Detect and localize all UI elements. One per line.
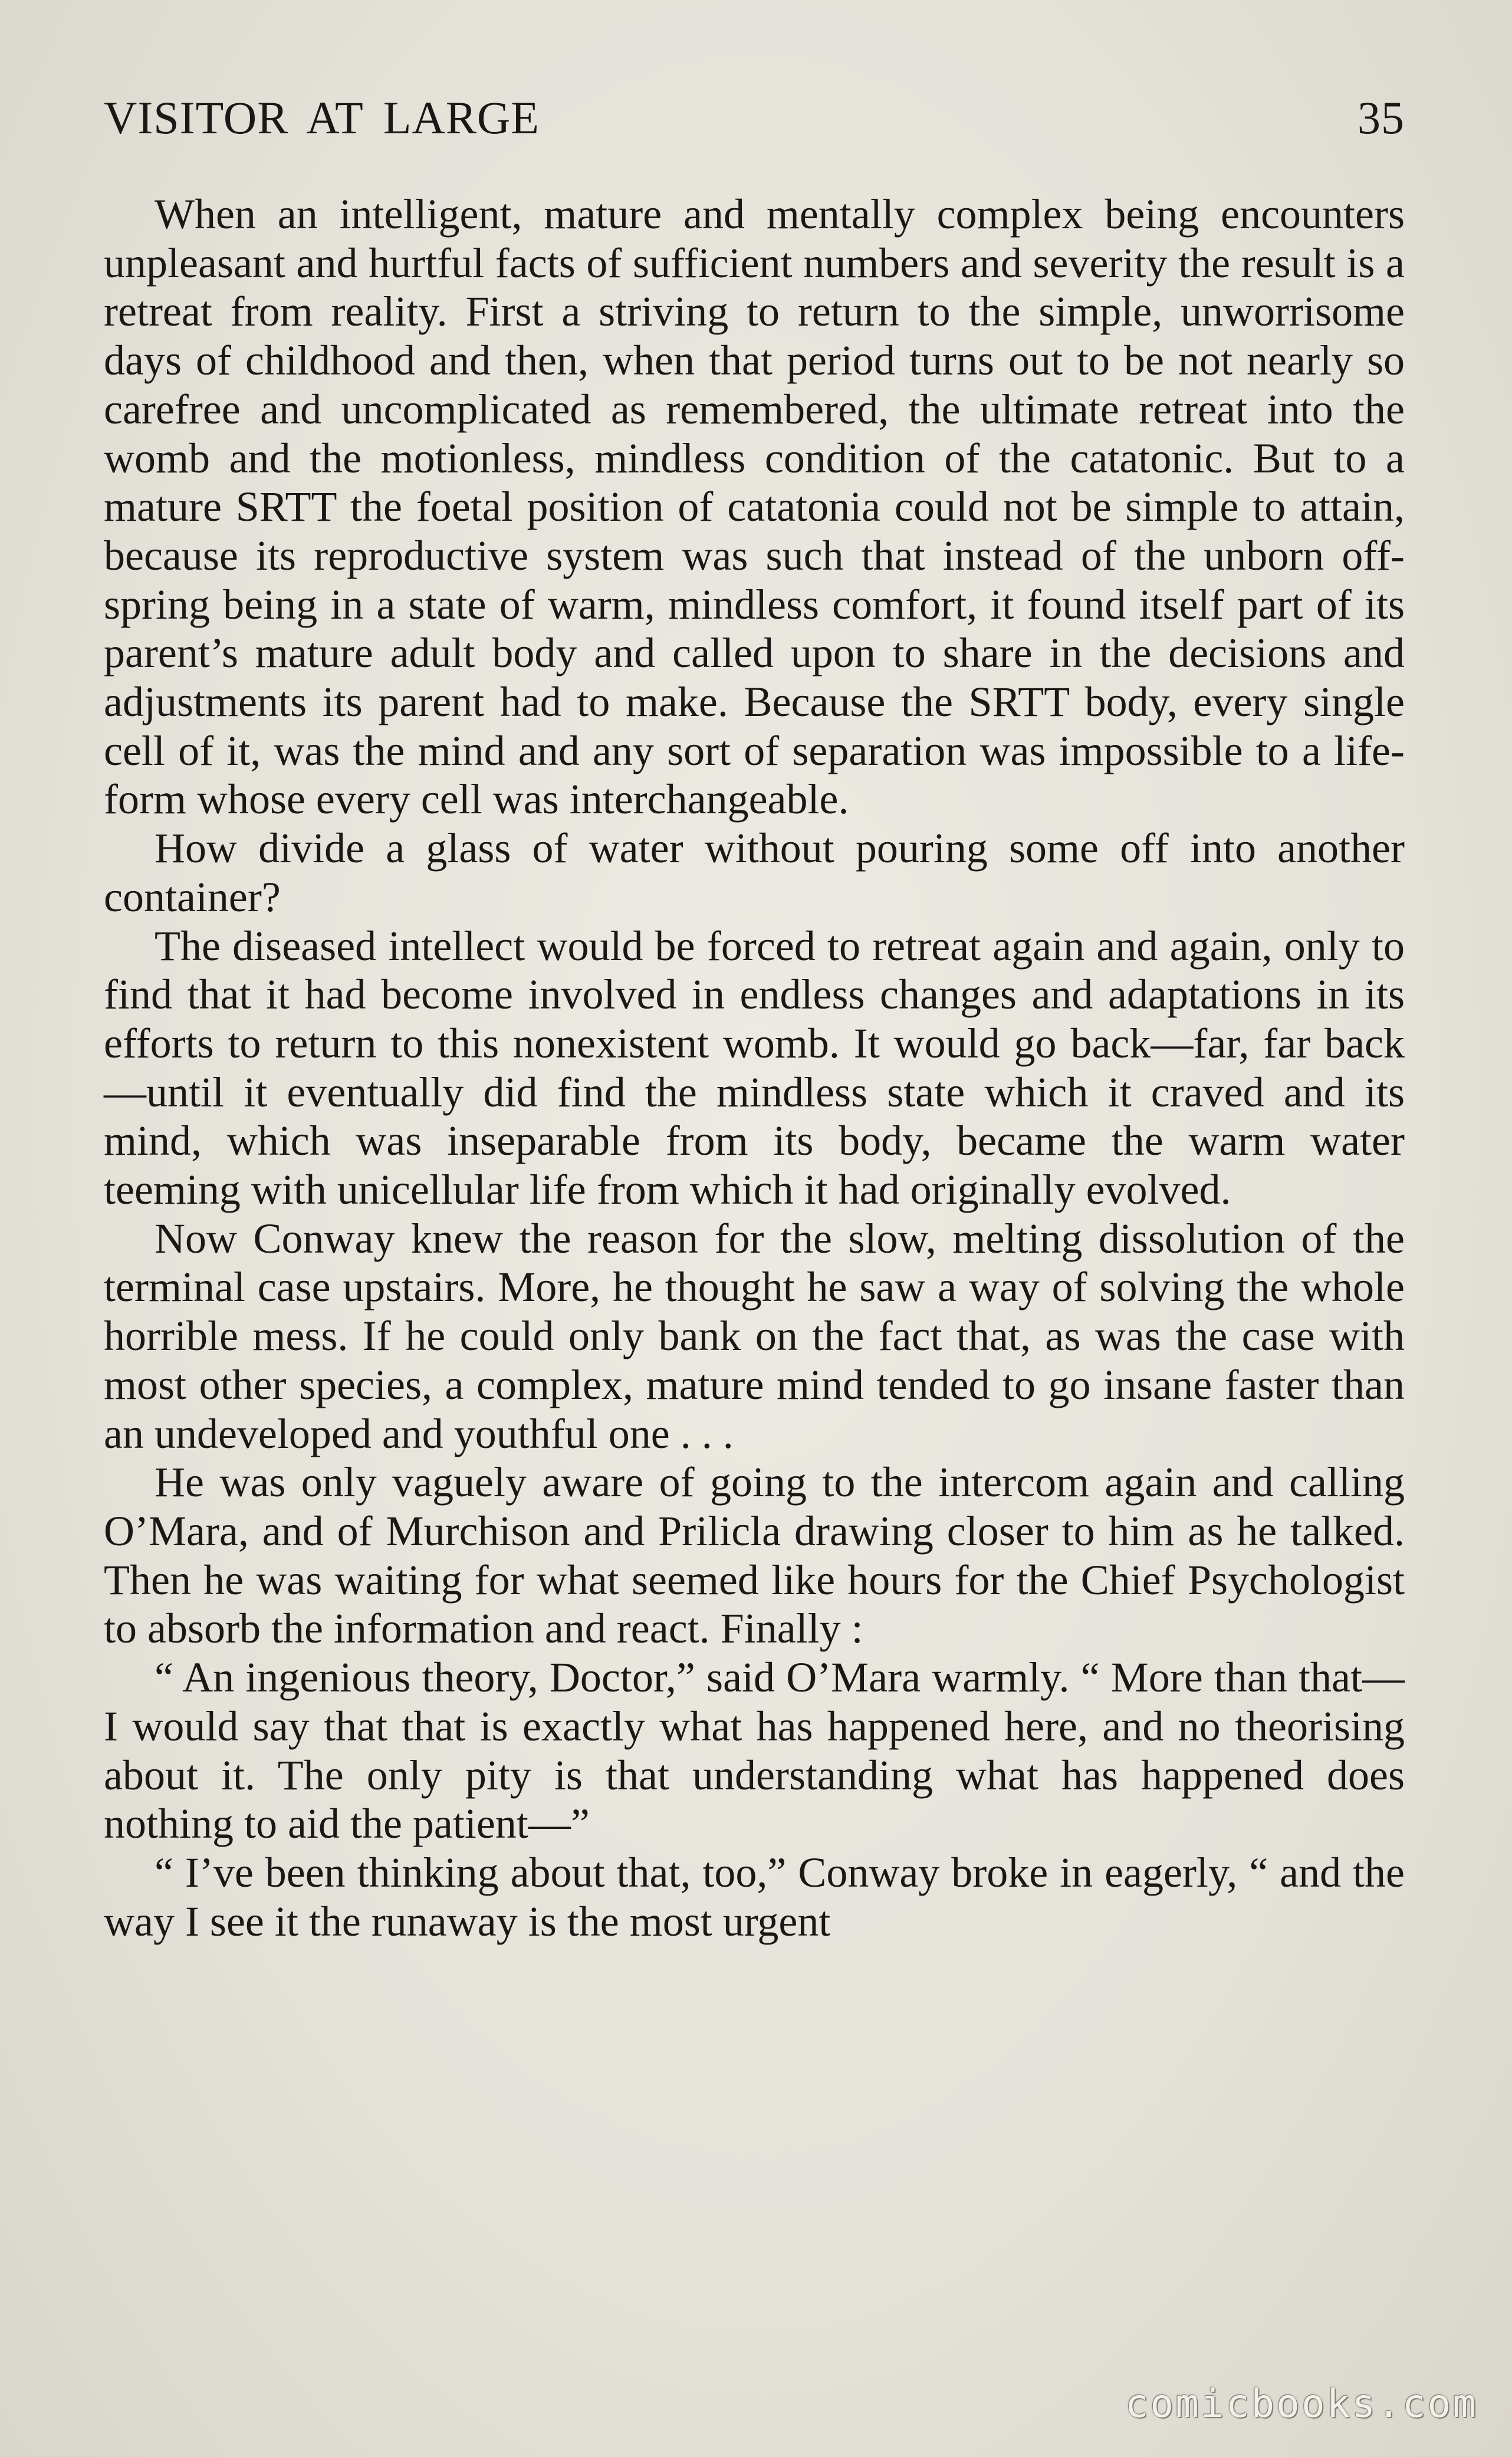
running-head xyxy=(104,88,1405,147)
paragraph: “ I’ve been thinking about that, too,” Conway broke in eagerly, “ and the way I see it the runaway is the most urgent xyxy=(104,1848,1405,1945)
paragraph: Now Conway knew the reason for the slow, melting dissolution of the terminal case upstairs. More, he thought he saw a way of solving the whole horrible mess. If he could only bank on the fact that, as was the case with most other species, a complex, mature mind tended to go insane faster than an undeveloped and youthful one . . . xyxy=(104,1214,1405,1457)
paragraph: How divide a glass of water without pouring some off into another container? xyxy=(104,825,1405,921)
page-number: 35 xyxy=(1357,92,1405,143)
paragraph: The diseased intellect would be forced to retreat again and again, only to find that it had become involved in endless changes and adaptations in its efforts to return to this nonexistent womb. It would go back—far, far back—until it eventually did find the mindless state which it craved and its mind, which was inseparable from its body, became the warm water teeming with unicellular life from which it had originally evolved. xyxy=(104,922,1405,1214)
body-text xyxy=(104,190,1405,1946)
watermark: comicbooks.com xyxy=(1125,2381,1478,2426)
paragraph: “ An ingenious theory, Doctor,” said O’Mara warmly. “ More than that—I would say that that is exactly what has happened here, and no theorising about it. The only pity is that understanding what has happened does nothing to aid the patient—” xyxy=(104,1654,1405,1848)
paragraph: He was only vaguely aware of going to the intercom again and calling O’Mara, and of Murchison and Prilicla drawing closer to him as he talked. Then he was waiting for what seemed like hours for the Chief Psychologist to absorb the information and react. Finally : xyxy=(104,1459,1405,1653)
running-title: VISITOR AT LARGE xyxy=(104,92,540,143)
paragraph: When an intelligent, mature and mentally complex being encounters unpleasant and hurtful facts of sufficient numbers and severity the result is a retreat from reality. First a striving to return to the simple, unworrisome days of childhood and then, when that period turns out to be not nearly so carefree and uncomplicated as remembered, the ultimate retreat into the womb and the motionless, mindless condition of the catatonic. But to a mature SRTT the foetal position of catatonia could not be simple to attain, because its reproductive system was such that instead of the unborn off-spring being in a state of warm, mindless comfort, it found itself part of its parent’s mature adult body and called upon to share in the decisions and adjustments its parent had to make. Because the SRTT body, every single cell of it, was the mind and any sort of separation was impossible to a life-form whose every cell was interchangeable. xyxy=(104,190,1405,823)
